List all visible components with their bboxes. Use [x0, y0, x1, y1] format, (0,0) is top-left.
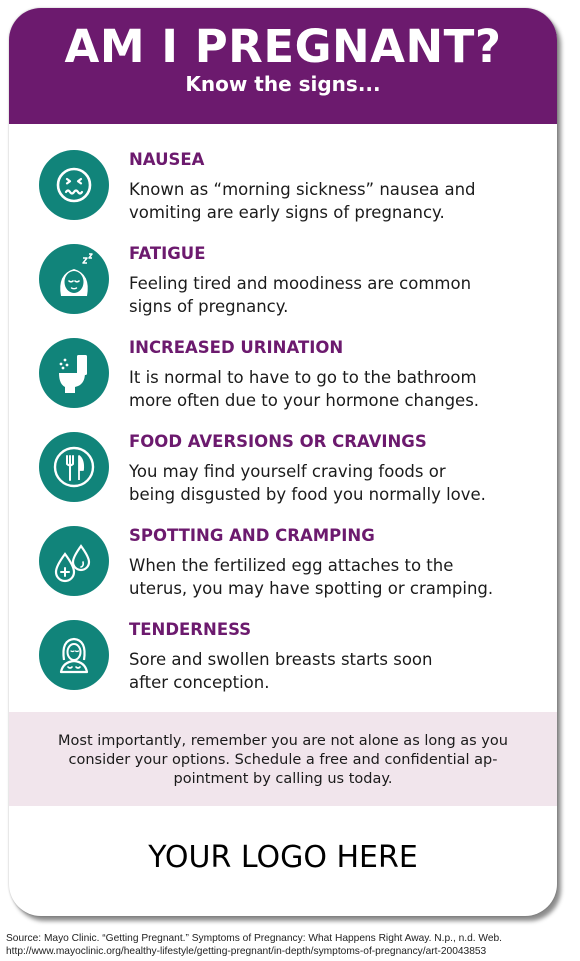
page-title: AM I PREGNANT?: [64, 20, 502, 73]
sign-title: TENDERNESS: [129, 620, 252, 639]
sign-description-line: It is normal to have to go to the bathroom: [129, 368, 477, 387]
toilet-icon: [39, 338, 109, 408]
fork-knife-plate-icon: [39, 432, 109, 502]
sign-item-spotting-cramping: [9, 526, 557, 616]
closing-note-line: pointment by calling us today.: [173, 771, 393, 787]
source-citation: [6, 932, 578, 958]
sign-description-line: being disgusted by food you normally love.: [129, 485, 486, 504]
closing-note-line: Most importantly, remember you are not alone as long as you: [58, 733, 508, 749]
sign-item-fatigue: [9, 244, 557, 334]
sign-description: [129, 178, 549, 224]
source-url: http://www.mayoclinic.org/healthy-lifestyle/getting-pregnant/in-depth/symptoms-of-pregnancy/art-20043853: [6, 946, 487, 957]
sign-description-line: after conception.: [129, 673, 270, 692]
sleepy-woman-icon: [39, 244, 109, 314]
sign-item-food-aversions: [9, 432, 557, 522]
sign-description-line: uterus, you may have spotting or cramping.: [129, 579, 494, 598]
sign-title: FATIGUE: [129, 244, 206, 263]
sign-description: [129, 272, 549, 318]
closing-note: [9, 712, 557, 806]
sign-title: INCREASED URINATION: [129, 338, 344, 357]
sign-item-tenderness: [9, 620, 557, 710]
logo-placeholder: YOUR LOGO HERE: [148, 840, 418, 875]
sign-item-nausea: [9, 150, 557, 240]
sign-description-line: Sore and swollen breasts starts soon: [129, 650, 433, 669]
page-subtitle: Know the signs...: [185, 72, 381, 96]
sign-title: FOOD AVERSIONS OR CRAVINGS: [129, 432, 427, 451]
sign-item-increased-urination: [9, 338, 557, 428]
sign-description-line: When the fertilized egg attaches to the: [129, 556, 454, 575]
sign-description: [129, 460, 549, 506]
sign-title: SPOTTING AND CRAMPING: [129, 526, 375, 545]
sign-description: [129, 554, 549, 600]
sign-description-line: Feeling tired and moodiness are common: [129, 274, 472, 293]
sign-title: NAUSEA: [129, 150, 205, 169]
source-citation-line: Source: Mayo Clinic. “Getting Pregnant.” Symptoms of Pregnancy: What Happens Right Away. N.p., n.d. Web.: [6, 933, 503, 944]
woman-bust-icon: [39, 620, 109, 690]
sign-description: [129, 366, 549, 412]
closing-note-line: consider your options. Schedule a free and confidential ap-: [68, 752, 498, 768]
sign-description-line: Known as “morning sickness” nausea and: [129, 180, 476, 199]
blood-drops-icon: [39, 526, 109, 596]
sign-description-line: signs of pregnancy.: [129, 297, 289, 316]
info-card: [9, 8, 557, 916]
header-banner: [9, 8, 557, 124]
sign-description-line: more often due to your hormone changes.: [129, 391, 480, 410]
nausea-face-icon: [39, 150, 109, 220]
closing-note-text: [39, 732, 527, 789]
sign-description-line: vomiting are early signs of pregnancy.: [129, 203, 445, 222]
sign-description: [129, 648, 549, 694]
sign-description-line: You may find yourself craving foods or: [129, 462, 446, 481]
